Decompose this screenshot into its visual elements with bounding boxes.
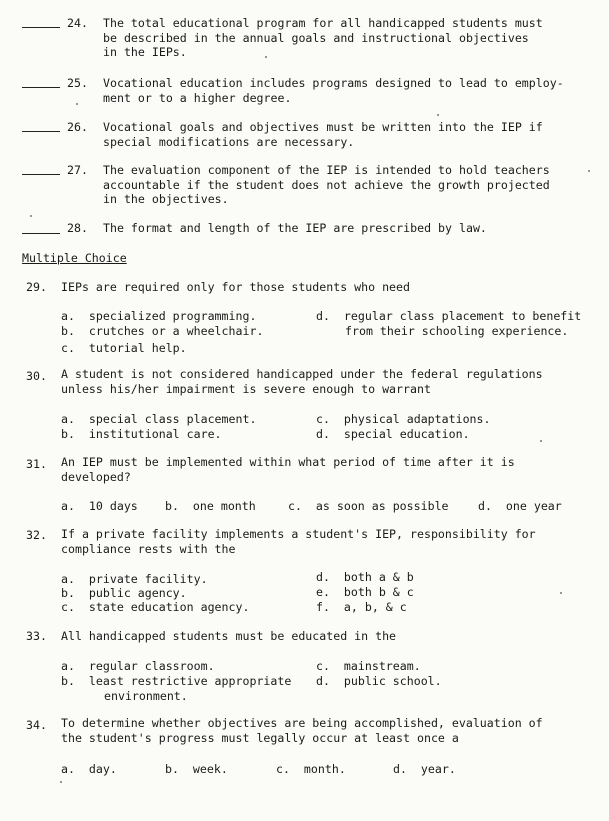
tf-item-28	[103, 221, 593, 236]
stem-line: If a private facility implements a student's IEP, responsibility for	[61, 527, 536, 541]
item-number-27: 27.	[67, 163, 88, 177]
scan-speck	[437, 114, 439, 116]
option-33b-continued: environment.	[104, 689, 188, 703]
option-29a[interactable]: a. specialized programming.	[61, 309, 257, 323]
option-30d[interactable]: d. special education.	[316, 427, 470, 441]
option-33c[interactable]: c. mainstream.	[316, 659, 421, 673]
stem-line: To determine whether objectives are being accomplished, evaluation of	[61, 716, 543, 730]
stem-line: An IEP must be implemented within what period of time after it is	[61, 455, 515, 469]
tf-line: The total educational program for all handicapped students must	[103, 16, 543, 30]
answer-blank-27[interactable]	[22, 174, 60, 175]
option-33d[interactable]: d. public school.	[316, 674, 442, 688]
option-33a[interactable]: a. regular classroom.	[61, 659, 215, 673]
stem-line: the student's progress must legally occur at least once a	[61, 730, 459, 745]
option-30c[interactable]: c. physical adaptations.	[316, 412, 491, 426]
option-31b[interactable]: b. one month	[165, 499, 256, 513]
option-29d-continued: from their schooling experience.	[345, 324, 569, 338]
tf-line: Vocational education includes programs designed to lead to employ-	[103, 76, 564, 90]
tf-item-25	[103, 76, 593, 105]
option-32c[interactable]: c. state education agency.	[61, 600, 250, 614]
stem-line: IEPs are required only for those students who need	[61, 280, 411, 294]
tf-line: The format and length of the IEP are prescribed by law.	[103, 221, 487, 235]
scan-speck	[560, 592, 562, 594]
tf-line: ment or to a higher degree.	[103, 90, 292, 105]
stem-line: A student is not considered handicapped under the federal regulations	[61, 367, 543, 381]
mc-stem-34	[61, 716, 601, 745]
scan-speck	[30, 215, 32, 217]
option-32b[interactable]: b. public agency.	[61, 586, 187, 600]
tf-item-26	[103, 120, 593, 149]
tf-line: special modifications are necessary.	[103, 134, 355, 149]
section-heading: Multiple Choice	[22, 251, 127, 265]
tf-item-27	[103, 163, 593, 207]
stem-line: compliance rests with the	[61, 541, 236, 556]
option-30a[interactable]: a. special class placement.	[61, 412, 257, 426]
answer-blank-26[interactable]	[22, 131, 60, 132]
option-31a[interactable]: a. 10 days	[61, 499, 138, 513]
tf-line: in the IEPs.	[103, 45, 187, 59]
mc-stem-29	[61, 280, 601, 295]
scan-speck	[76, 103, 78, 105]
option-34b[interactable]: b. week.	[165, 762, 228, 776]
option-32a[interactable]: a. private facility.	[61, 572, 208, 586]
option-34d[interactable]: d. year.	[393, 762, 456, 776]
item-number-32: 32.	[26, 528, 47, 542]
item-number-30: 30.	[26, 369, 47, 383]
answer-blank-28[interactable]	[22, 233, 60, 234]
stem-line: developed?	[61, 469, 131, 484]
option-31d[interactable]: d. one year	[478, 499, 562, 513]
tf-line: The evaluation component of the IEP is intended to hold teachers	[103, 163, 550, 177]
stem-line: unless his/her impairment is severe enough to warrant	[61, 381, 431, 396]
stem-line: All handicapped students must be educated in the	[61, 629, 397, 643]
item-number-33: 33.	[26, 629, 47, 643]
answer-blank-24[interactable]	[22, 27, 60, 28]
option-30b[interactable]: b. institutional care.	[61, 427, 222, 441]
scan-speck	[588, 170, 590, 172]
option-32e[interactable]: e. both b & c	[316, 585, 414, 599]
scan-speck	[60, 781, 62, 783]
item-number-29: 29.	[26, 280, 47, 294]
item-number-24: 24.	[67, 16, 88, 30]
answer-blank-25[interactable]	[22, 87, 60, 88]
option-34c[interactable]: c. month.	[276, 762, 346, 776]
option-31c[interactable]: c. as soon as possible	[288, 499, 449, 513]
mc-stem-30	[61, 367, 601, 396]
mc-stem-33	[61, 629, 601, 644]
tf-item-24	[103, 16, 593, 60]
option-34a[interactable]: a. day.	[61, 762, 117, 776]
option-32f[interactable]: f. a, b, & c	[316, 600, 407, 614]
item-number-25: 25.	[67, 76, 88, 90]
option-32d[interactable]: d. both a & b	[316, 570, 414, 584]
tf-line: accountable if the student does not achieve the growth projected	[103, 177, 550, 192]
item-number-34: 34.	[26, 718, 47, 732]
option-29b[interactable]: b. crutches or a wheelchair.	[61, 324, 264, 338]
option-29c[interactable]: c. tutorial help.	[61, 341, 187, 355]
mc-stem-32	[61, 527, 601, 556]
tf-line: in the objectives.	[103, 192, 229, 206]
item-number-26: 26.	[67, 120, 88, 134]
item-number-28: 28.	[67, 221, 88, 235]
mc-stem-31	[61, 455, 601, 484]
item-number-31: 31.	[26, 457, 47, 471]
scan-speck	[265, 56, 267, 58]
scan-speck	[540, 440, 542, 442]
option-33b[interactable]: b. least restrictive appropriate	[61, 674, 292, 688]
option-29d[interactable]: d. regular class placement to benefit	[316, 309, 582, 323]
tf-line: Vocational goals and objectives must be written into the IEP if	[103, 120, 543, 134]
tf-line: be described in the annual goals and instructional objectives	[103, 30, 529, 45]
